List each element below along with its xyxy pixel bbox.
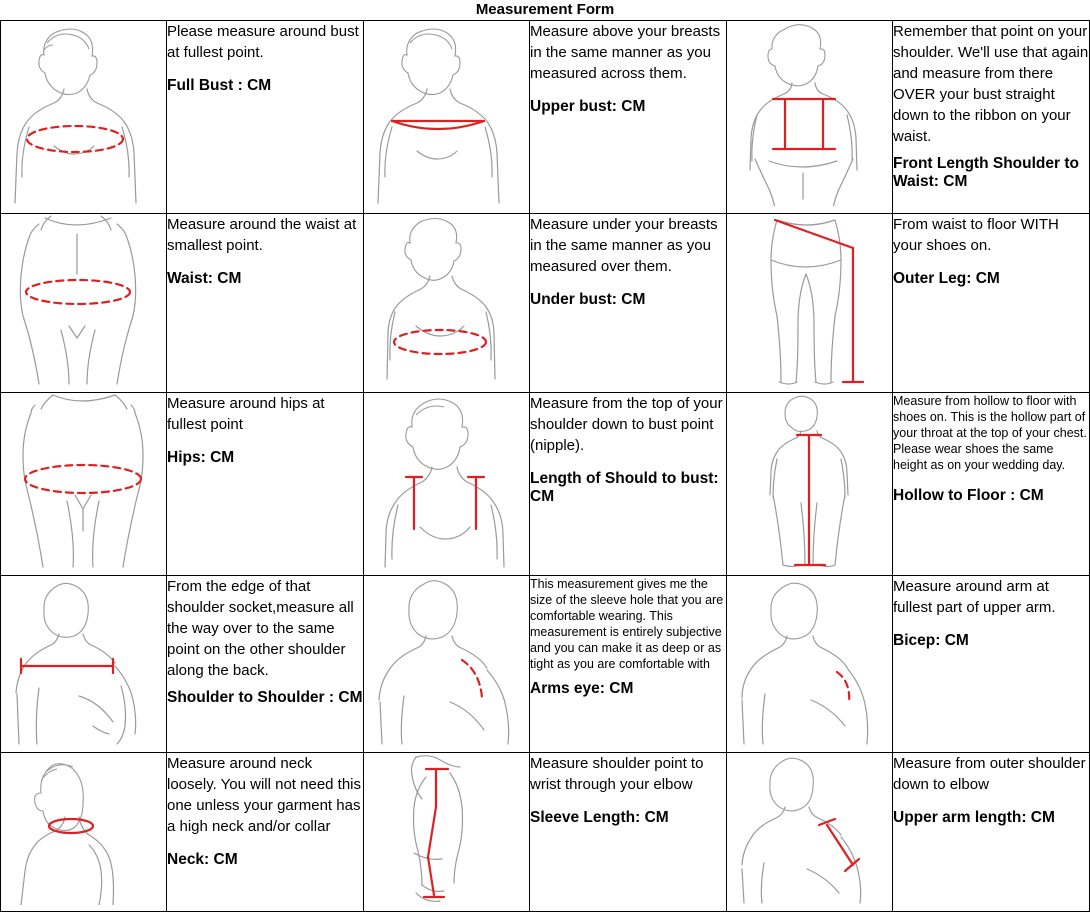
cell-shoulder-to-shoulder xyxy=(167,576,364,753)
value-bicep: CM xyxy=(944,632,969,649)
figure-neck xyxy=(1,753,167,912)
label-upper-bust: Upper bust: CM xyxy=(530,98,646,115)
description-under-bust: Measure under your breasts in the same manner as you measured over them. xyxy=(530,216,718,275)
cell-front-length xyxy=(893,21,1090,214)
description-front-length: Remember that point on your shoulder. We'll use that again and measure from there OVER your bust straight down to the ribbon on your waist. xyxy=(893,23,1089,145)
cell-full-bust xyxy=(167,21,364,214)
cell-neck xyxy=(167,753,364,912)
value-shoulder-to-bust: CM xyxy=(530,488,555,505)
cell-shoulder-to-bust xyxy=(530,393,727,576)
figure-arms-eye xyxy=(364,576,530,753)
figure-upper-arm-length xyxy=(727,753,893,912)
value-hips: CM xyxy=(210,449,235,466)
value-upper-bust: CM xyxy=(621,98,646,115)
full-body-hollow-to-floor-icon xyxy=(735,393,885,569)
description-shoulder-to-shoulder: From the edge of that shoulder socket,measure all the way over to the same point on the other shoulder along the back. xyxy=(167,578,354,679)
figure-under-bust xyxy=(364,214,530,393)
label-shoulder-to-bust: Length of Should to bust: CM xyxy=(530,470,719,505)
value-shoulder-to-shoulder: CM xyxy=(338,689,363,706)
cell-under-bust xyxy=(530,214,727,393)
table-row xyxy=(1,576,1090,753)
front-torso-bust-dashed-icon xyxy=(9,21,159,206)
figure-front-length xyxy=(727,21,893,214)
value-arms-eye: CM xyxy=(609,680,634,697)
measurement-table xyxy=(0,20,1090,912)
cell-hips xyxy=(167,393,364,576)
label-sleeve-length: Sleeve Length: CM xyxy=(530,809,669,826)
value-hollow-to-floor: CM xyxy=(1019,487,1044,504)
figure-hips xyxy=(1,393,167,576)
label-waist: Waist: CM xyxy=(167,270,242,287)
description-waist: Measure around the waist at smallest point. xyxy=(167,216,357,254)
label-upper-arm-length: Upper arm length: CM xyxy=(893,809,1055,826)
label-arms-eye: Arms eye: CM xyxy=(530,680,634,697)
side-arm-sleeve-length-icon xyxy=(372,753,522,905)
description-outer-leg: From waist to floor WITH your shoes on. xyxy=(893,216,1059,254)
description-shoulder-to-bust: Measure from the top of your shoulder down to bust point (nipple). xyxy=(530,395,723,454)
figure-waist xyxy=(1,214,167,393)
cell-bicep xyxy=(893,576,1090,753)
table-row xyxy=(1,753,1090,912)
table-row xyxy=(1,393,1090,576)
description-full-bust: Please measure around bust at fullest point. xyxy=(167,23,359,61)
figure-shoulder-to-shoulder xyxy=(1,576,167,753)
label-outer-leg: Outer Leg: CM xyxy=(893,270,1000,287)
label-shoulder-to-shoulder: Shoulder to Shoulder : CM xyxy=(167,689,363,706)
value-front-length: CM xyxy=(943,173,968,190)
cell-upper-bust xyxy=(530,21,727,214)
description-upper-arm-length: Measure from outer shoulder down to elbow xyxy=(893,755,1086,793)
description-bicep: Measure around arm at fullest part of upper arm. xyxy=(893,578,1056,616)
cell-outer-leg xyxy=(893,214,1090,393)
figure-shoulder-to-bust xyxy=(364,393,530,576)
value-outer-leg: CM xyxy=(975,270,1000,287)
figure-sleeve-length xyxy=(364,753,530,912)
description-hollow-to-floor: Measure from hollow to floor with shoes on. This is the hollow part of your throat at the top of your chest. Please wear shoes the same height as on your wedding day. xyxy=(893,394,1087,472)
front-torso-waist-dashed-icon xyxy=(9,214,159,386)
description-neck: Measure around neck loosely. You will not need this one unless your garment has a high neck and/or collar xyxy=(167,755,362,835)
description-arms-eye: This measurement gives me the size of the sleeve hole that you are comfortable wearing. This measurement is entirely subjective and you can make it as deep or as tight as you are comfortable with xyxy=(530,577,724,671)
table-row xyxy=(1,214,1090,393)
description-upper-bust: Measure above your breasts in the same manner as you measured across them. xyxy=(530,23,721,82)
label-bicep: Bicep: CM xyxy=(893,632,969,649)
cell-arms-eye xyxy=(530,576,727,753)
front-body-shoulder-to-waist-icon xyxy=(735,21,885,206)
cell-hollow-to-floor xyxy=(893,393,1090,576)
figure-bicep xyxy=(727,576,893,753)
figure-hollow-to-floor xyxy=(727,393,893,576)
label-hips: Hips: CM xyxy=(167,449,235,466)
front-torso-under-bust-icon xyxy=(372,214,522,386)
page-title: Measurement Form xyxy=(475,1,615,18)
label-under-bust: Under bust: CM xyxy=(530,291,646,308)
cell-sleeve-length xyxy=(530,753,727,912)
label-front-length: Front Length Shoulder to Waist: CM xyxy=(893,155,1079,190)
value-sleeve-length: CM xyxy=(644,809,669,826)
value-under-bust: CM xyxy=(621,291,646,308)
value-upper-arm-length: CM xyxy=(1030,809,1055,826)
back-shoulder-to-elbow-icon xyxy=(735,753,885,905)
figure-upper-bust xyxy=(364,21,530,214)
value-full-bust: CM xyxy=(247,77,272,94)
front-torso-upper-bust-icon xyxy=(372,21,522,206)
table-row xyxy=(1,21,1090,214)
description-hips: Measure around hips at fullest point xyxy=(167,395,325,433)
cell-waist xyxy=(167,214,364,393)
figure-full-bust xyxy=(1,21,167,214)
back-shoulder-to-shoulder-icon xyxy=(9,576,159,746)
legs-waist-to-floor-icon xyxy=(735,214,885,386)
value-neck: CM xyxy=(213,851,238,868)
shoulder-to-bust-point-icon xyxy=(372,393,522,569)
side-head-neck-icon xyxy=(9,753,159,905)
label-hollow-to-floor: Hollow to Floor : CM xyxy=(893,487,1044,504)
back-arms-eye-icon xyxy=(372,576,522,746)
back-bicep-icon xyxy=(735,576,885,746)
label-neck: Neck: CM xyxy=(167,851,238,868)
description-sleeve-length: Measure shoulder point to wrist through your elbow xyxy=(530,755,704,793)
value-waist: CM xyxy=(217,270,242,287)
label-full-bust: Full Bust : CM xyxy=(167,77,272,94)
front-lower-body-hips-dashed-icon xyxy=(9,393,159,569)
figure-outer-leg xyxy=(727,214,893,393)
cell-upper-arm-length xyxy=(893,753,1090,912)
